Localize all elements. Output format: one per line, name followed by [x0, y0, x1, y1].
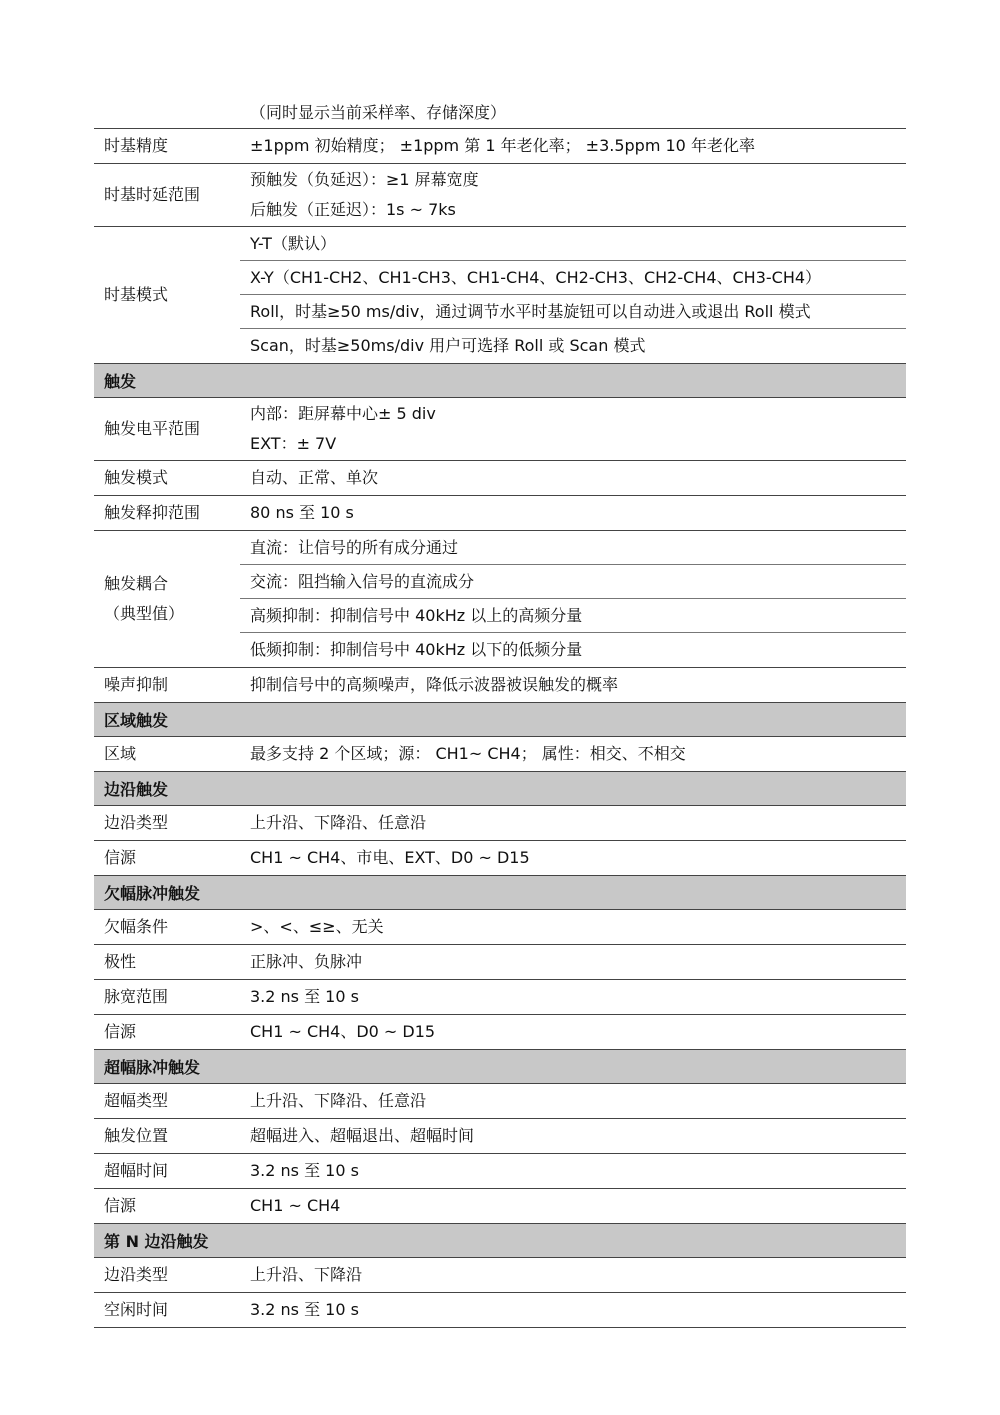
spec-row	[94, 129, 906, 164]
row-values	[240, 1154, 906, 1188]
value-text: 上升沿、下降沿	[250, 1265, 363, 1284]
value-cell	[240, 329, 906, 363]
value-cell	[240, 980, 906, 1014]
row-label	[94, 129, 240, 163]
row-values	[240, 227, 906, 363]
value-text: >、<、≤≥、无关	[250, 917, 384, 936]
row-label	[94, 737, 240, 771]
spec-row	[94, 398, 906, 461]
value-cell	[240, 910, 906, 944]
row-values	[240, 1189, 906, 1223]
row-label-line: 时基精度	[104, 136, 169, 155]
spec-row	[94, 841, 906, 876]
row-label-line: 噪声抑制	[104, 675, 169, 694]
value-text: 3.2 ns 至 10 s	[250, 987, 359, 1006]
value-text: 上升沿、下降沿、任意沿	[250, 1091, 427, 1110]
row-values	[240, 1293, 906, 1327]
value-cell	[240, 227, 906, 261]
section-header: 边沿触发	[94, 772, 906, 806]
row-label-line: 触发模式	[104, 468, 169, 487]
value-text: Scan，时基≥50ms/div 用户可选择 Roll 或 Scan 模式	[250, 336, 646, 355]
row-label-line: 触发释抑范围	[104, 503, 201, 522]
row-label-line: 触发电平范围	[104, 419, 201, 438]
value-text: 交流：阻挡输入信号的直流成分	[250, 571, 475, 591]
value-text: 3.2 ns 至 10 s	[250, 1161, 359, 1180]
value-text: 后触发（正延迟）：1s ~ 7ks	[250, 200, 456, 219]
value-cell	[240, 531, 906, 565]
value-cell	[240, 565, 906, 599]
spec-row	[94, 910, 906, 945]
spec-row	[94, 1293, 906, 1328]
spec-row	[94, 461, 906, 496]
row-label-line: 欠幅条件	[104, 917, 169, 936]
row-label	[94, 1015, 240, 1049]
row-values	[240, 531, 906, 667]
spec-row	[94, 164, 906, 227]
row-values	[240, 496, 906, 530]
value-cell	[240, 1293, 906, 1327]
section-header: 区域触发	[94, 703, 906, 737]
row-values	[240, 737, 906, 771]
value-cell	[240, 668, 906, 702]
value-text: 80 ns 至 10 s	[250, 503, 354, 522]
value-cell	[240, 841, 906, 875]
row-label-line: （典型值）	[104, 604, 185, 623]
row-label	[94, 945, 240, 979]
row-label	[94, 531, 240, 667]
value-text: 正脉冲、负脉冲	[250, 952, 363, 971]
value-cell	[240, 164, 906, 226]
value-text: ±1ppm 初始精度； ±1ppm 第 1 年老化率； ±3.5ppm 10 年老化率	[250, 136, 755, 155]
spec-row	[94, 1015, 906, 1050]
value-cell	[240, 633, 906, 667]
row-values	[240, 841, 906, 875]
row-label	[94, 1293, 240, 1327]
spec-row	[94, 668, 906, 703]
lead-row	[94, 94, 906, 129]
lead-text: （同时显示当前采样率、存储深度）	[250, 102, 507, 122]
value-cell	[240, 1258, 906, 1292]
row-label-line: 空闲时间	[104, 1300, 169, 1319]
row-label-line: 触发位置	[104, 1126, 169, 1145]
value-text: 直流：让信号的所有成分通过	[250, 537, 459, 557]
row-label	[94, 980, 240, 1014]
row-label-line: 触发耦合	[104, 574, 169, 593]
value-cell	[240, 295, 906, 329]
value-cell	[240, 1189, 906, 1223]
row-values	[240, 1015, 906, 1049]
spec-row	[94, 1119, 906, 1154]
value-text: 3.2 ns 至 10 s	[250, 1300, 359, 1319]
row-values	[240, 1084, 906, 1118]
row-label-line: 脉宽范围	[104, 987, 169, 1006]
row-values	[240, 910, 906, 944]
value-text: 抑制信号中的高频噪声，降低示波器被误触发的概率	[250, 675, 619, 694]
row-label-line: 边沿类型	[104, 813, 169, 832]
spec-row	[94, 945, 906, 980]
value-text: X-Y（CH1-CH2、CH1-CH3、CH1-CH4、CH2-CH3、CH2-CH4、CH3-CH4）	[250, 267, 822, 287]
spec-row	[94, 227, 906, 364]
value-cell	[240, 945, 906, 979]
row-label	[94, 1084, 240, 1118]
row-values	[240, 668, 906, 702]
row-label	[94, 806, 240, 840]
row-values	[240, 806, 906, 840]
row-label	[94, 94, 240, 128]
value-text: 内部：距屏幕中心± 5 div	[250, 404, 436, 423]
row-label	[94, 164, 240, 226]
spec-row	[94, 1084, 906, 1119]
row-label	[94, 496, 240, 530]
section-header: 超幅脉冲触发	[94, 1050, 906, 1084]
value-text: 自动、正常、单次	[250, 468, 379, 487]
row-label	[94, 1258, 240, 1292]
value-cell	[240, 1119, 906, 1153]
row-label-line: 超幅时间	[104, 1161, 169, 1180]
row-label	[94, 461, 240, 495]
section-header: 触发	[94, 364, 906, 398]
row-label-line: 超幅类型	[104, 1091, 169, 1110]
value-cell	[240, 496, 906, 530]
row-label-line: 边沿类型	[104, 1265, 169, 1284]
section-header: 欠幅脉冲触发	[94, 876, 906, 910]
value-text: 低频抑制：抑制信号中 40kHz 以下的低频分量	[250, 640, 583, 659]
row-label-line: 信源	[104, 1196, 137, 1215]
row-label-line: 区域	[104, 744, 137, 763]
spec-row	[94, 496, 906, 531]
section-header: 第 N 边沿触发	[94, 1224, 906, 1258]
spec-row	[94, 737, 906, 772]
row-label	[94, 841, 240, 875]
spec-row	[94, 1154, 906, 1189]
value-cell	[240, 1015, 906, 1049]
value-cell	[240, 737, 906, 771]
spec-rows	[94, 129, 906, 1328]
value-cell	[240, 129, 906, 163]
spec-row	[94, 1189, 906, 1224]
value-text: CH1 ~ CH4、市电、EXT、D0 ~ D15	[250, 848, 530, 867]
row-values	[240, 1258, 906, 1292]
value-text: 超幅进入、超幅退出、超幅时间	[250, 1126, 475, 1145]
value-text: 预触发（负延迟）：≥1 屏幕宽度	[250, 170, 479, 189]
value-text: 最多支持 2 个区域；源： CH1~ CH4； 属性：相交、不相交	[250, 744, 686, 763]
value-text: CH1 ~ CH4	[250, 1196, 341, 1215]
spec-row	[94, 531, 906, 668]
value-text: Y-T（默认）	[250, 233, 336, 253]
row-values	[240, 398, 906, 460]
row-label-line: 信源	[104, 848, 137, 867]
row-label	[94, 1119, 240, 1153]
spec-row	[94, 1258, 906, 1293]
value-cell	[240, 599, 906, 633]
row-label-line: 极性	[104, 952, 137, 971]
row-label-line: 时基时延范围	[104, 185, 201, 204]
row-label	[94, 398, 240, 460]
row-label	[94, 227, 240, 363]
value-text: Roll，时基≥50 ms/div，通过调节水平时基旋钮可以自动进入或退出 Roll 模式	[250, 301, 811, 321]
spec-row	[94, 806, 906, 841]
row-values	[240, 945, 906, 979]
row-values	[240, 980, 906, 1014]
row-label	[94, 1154, 240, 1188]
row-label	[94, 910, 240, 944]
row-label-line: 时基模式	[104, 285, 169, 304]
value-text: CH1 ~ CH4、D0 ~ D15	[250, 1022, 436, 1041]
value-cell	[240, 806, 906, 840]
row-label-line: 信源	[104, 1022, 137, 1041]
row-label	[94, 1189, 240, 1223]
value-cell	[240, 398, 906, 460]
value-cell	[240, 461, 906, 495]
value-cell	[240, 1154, 906, 1188]
row-values	[240, 129, 906, 163]
value-text: 高频抑制：抑制信号中 40kHz 以上的高频分量	[250, 605, 583, 625]
value-cell	[240, 1084, 906, 1118]
row-label	[94, 668, 240, 702]
row-values	[240, 461, 906, 495]
row-values	[240, 94, 906, 128]
spec-row	[94, 980, 906, 1015]
value-text: 上升沿、下降沿、任意沿	[250, 813, 427, 832]
row-values	[240, 1119, 906, 1153]
row-values	[240, 164, 906, 226]
value-text: EXT：± 7V	[250, 434, 337, 453]
spec-table	[94, 94, 906, 1328]
value-cell	[240, 261, 906, 295]
